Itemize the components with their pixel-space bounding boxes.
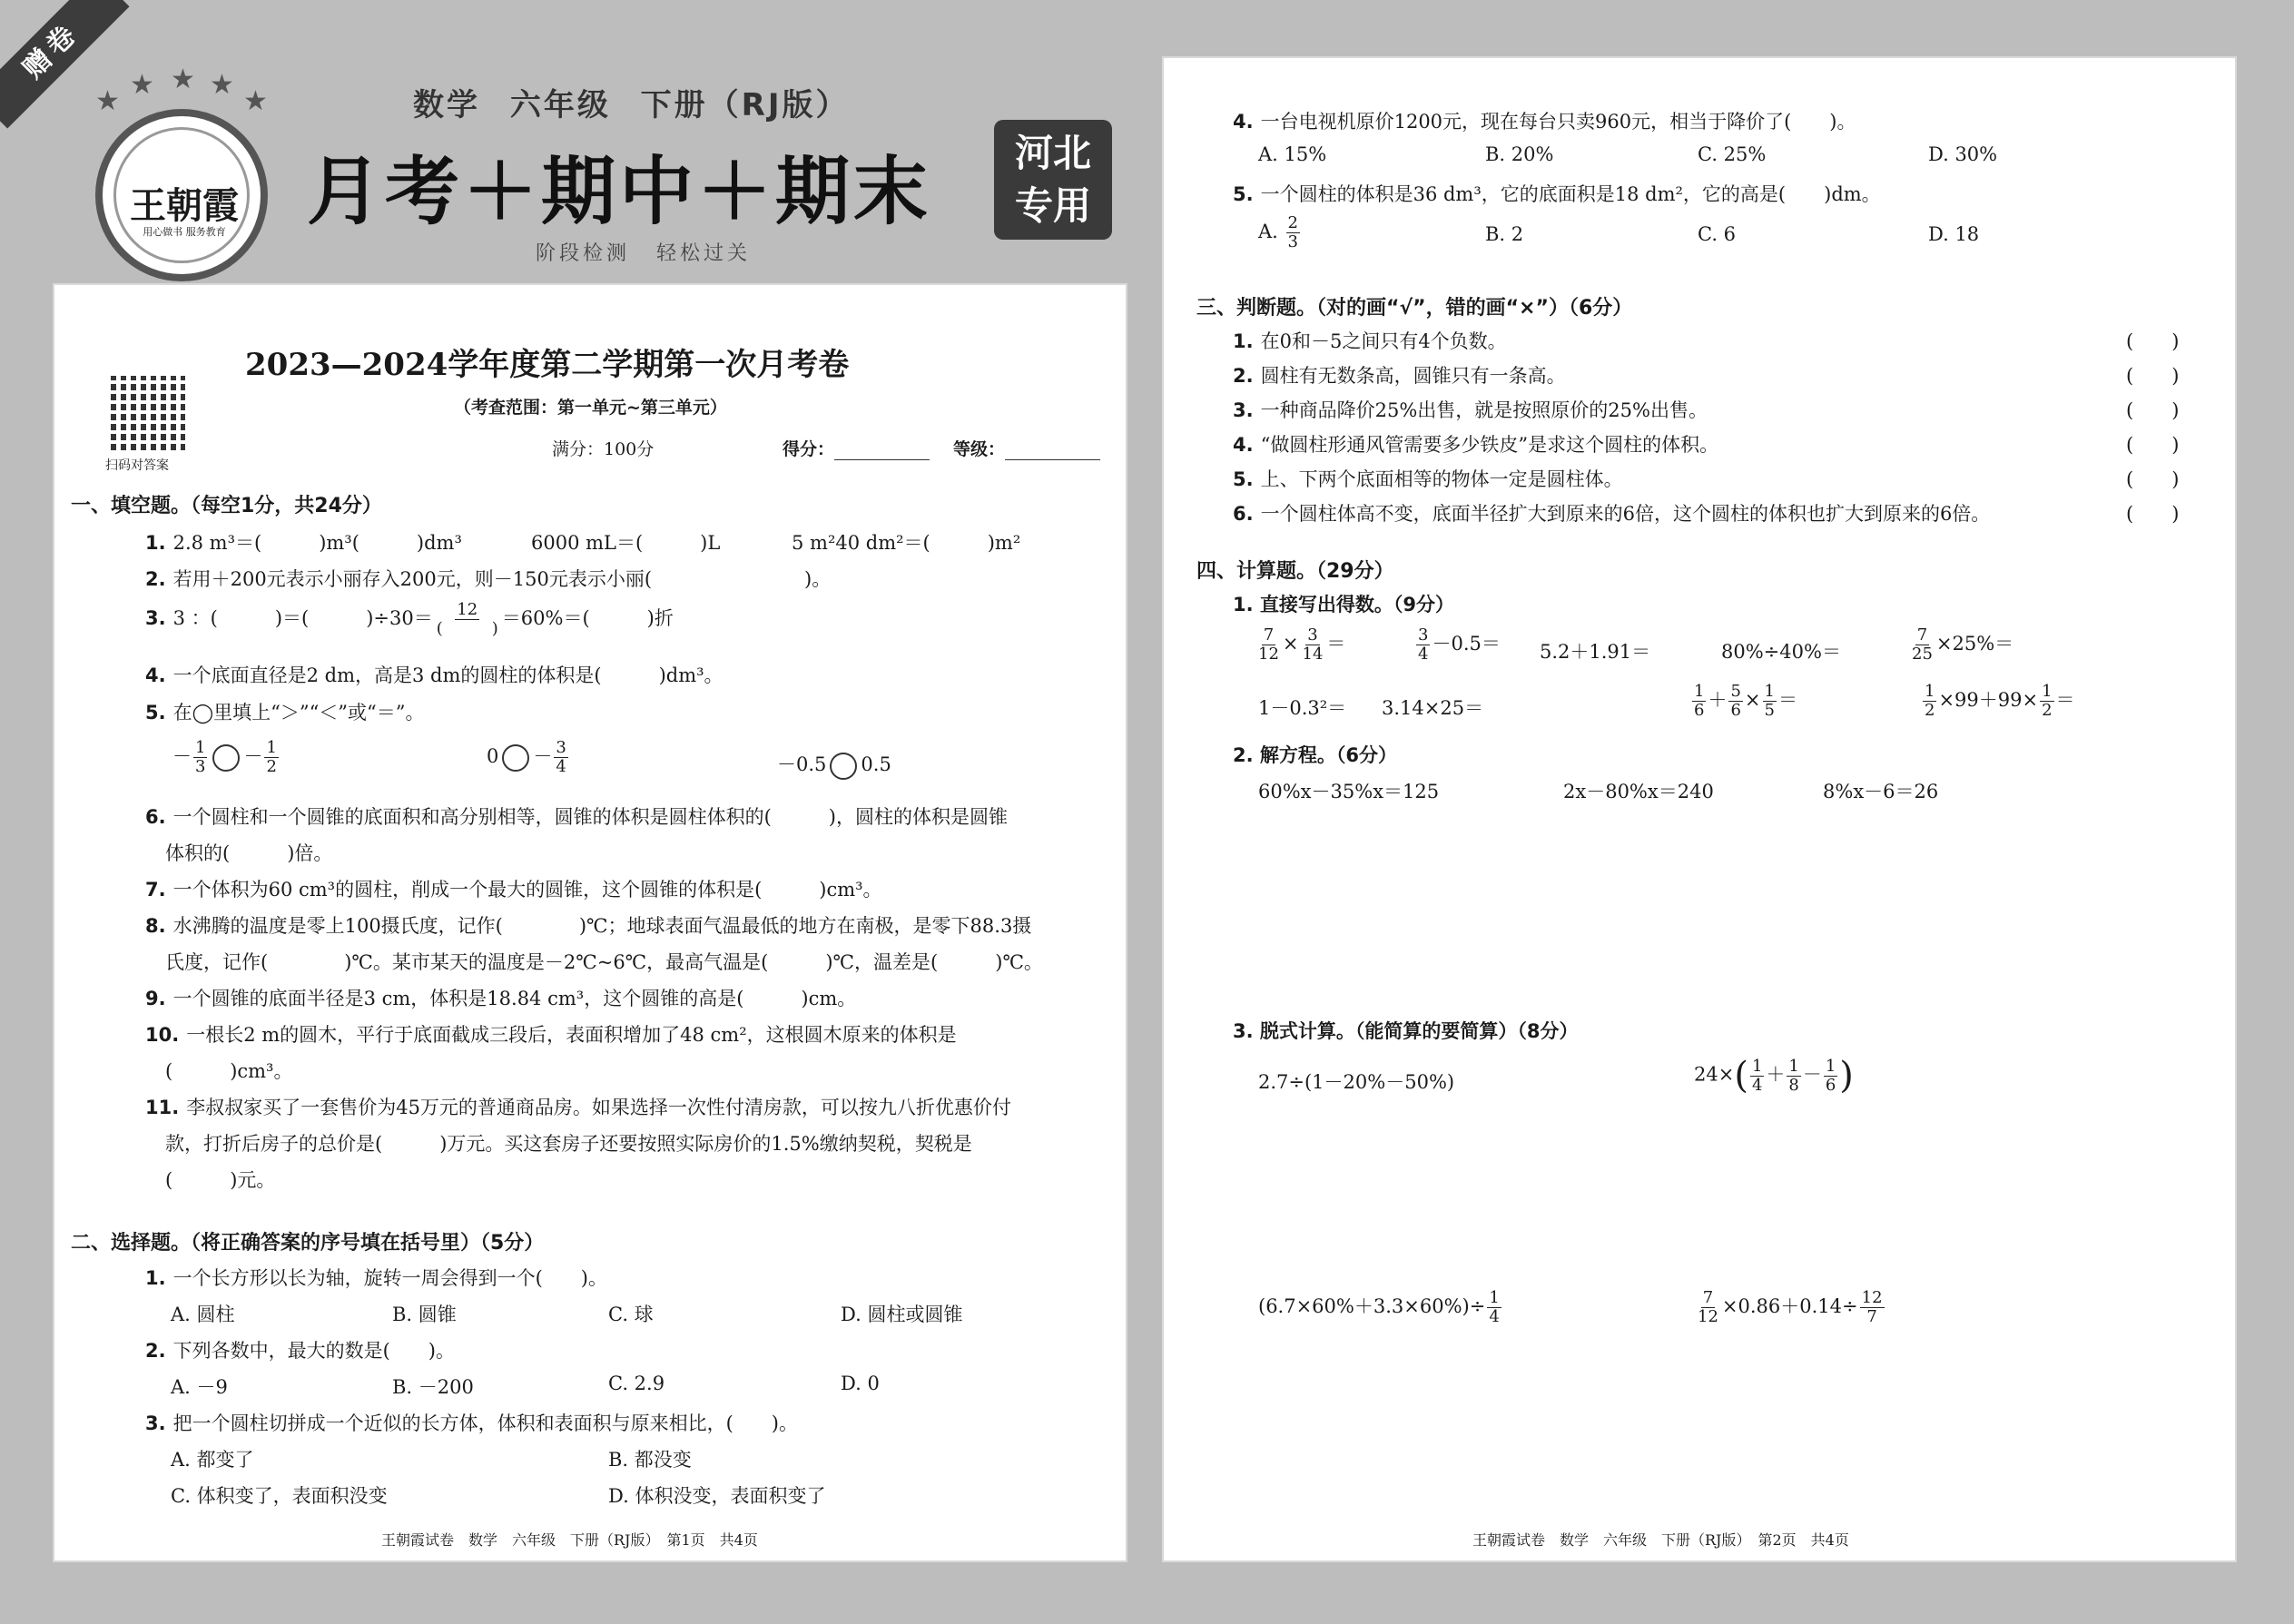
- exam-scope: （考查范围：第一单元~第三单元）: [454, 398, 727, 418]
- publisher-logo: [95, 64, 268, 281]
- question-7: 7. 一个体积为60 cm³的圆柱，削成一个最大的圆锥，这个圆锥的体积是( )cm³。: [145, 879, 882, 901]
- star-icon: ★: [210, 69, 234, 101]
- choice-option[interactable]: B. －200: [392, 1376, 474, 1398]
- question-2: 2. 若用＋200元表示小丽存入200元，则－150元表示小丽( )。: [145, 568, 832, 590]
- judge-item: 4. “做圆柱形通风管需要多少铁皮”是求这个圆柱的体积。: [1233, 434, 1719, 456]
- series-title: 月考＋期中＋期末: [307, 149, 932, 235]
- choice-option[interactable]: A. －9: [171, 1376, 228, 1398]
- judge-item: 1. 在0和－5之间只有4个负数。: [1233, 330, 1507, 352]
- oral-calc: 80%÷40%＝: [1721, 641, 1841, 663]
- left-page: 2023—2024学年度第二学期第一次月考卷 扫码对答案 （考查范围：第一单元~第三单元） 满分：100分 得分： 等级： 一、填空题。（每空1分，共24分） 1. 2.8 m³＝( )m³( )dm³ 6000 mL＝( )L 5 m²40 dm²＝( )m² 2. 若用＋200元表示小丽存入200元，则－150元表示小丽( )。 3. 3 ：( )＝( )÷30＝ $\frac{12}{( )}$ ＝60%＝( )折 4. 一个底面直径是2 dm，高是3 dm的圆柱的体积是( )dm³。 5. 在◯里填上“＞”“＜”或“＝”。 － $\frac{1}{3}$ － $\frac{1}{2}$ 0 － $\frac{3}{4}$ －0.5 0.5 6. 一个圆柱和一个圆锥的底面积和高分别相等，圆锥的体积是圆柱体积的( )，圆柱的体积是圆锥 体积的( )倍。 7. 一个体积为60 cm³的圆柱，削成一个最大的圆锥，这个圆锥的体积是( )cm³。 8. 水沸腾的温度是零上100摄氏度，记作( )℃；地球表面气温最低的地方在南极，是零下88.3摄 氏度，记作( )℃。某市某天的温度是－2℃~6℃，最高气温是( )℃，温差是( )℃。 9. 一个圆锥的底面半径是3 cm，体积是18.84 cm³，这个圆锥的高是( )cm。 10. 一根长2 m的圆木，平行于底面截成三段后，表面积增加了48 cm²，这根圆木原来的体积是 ( )cm³。 11. 李叔叔家买了一套售价为45万元的普通商品房。如果选择一次性付清房款，可以按九八折优惠价付 款，打折后房子的总价是( )万元。买这套房子还要按照实际房价的1.5%缴纳契税，契税是 ( )元。 二、选择题。（将正确答案的序号填在括号里）（5分） 1. 一个长方形以长为轴，旋转一周会得到一个( )。 A. 圆柱 B. 圆锥 C. 球 D. 圆柱或圆锥 2. 下列各数中，最大的数是( )。 A. －9 B. －200 C. 2.9 D. 0 3. 把一个圆柱切拼成一个近似的长方体，体积和表面积与原来相比，( )。 A. 都变了 B. 都没变 C. 体积变了，表面积没变 D. 体积没变，表面积变了 王朝霞试卷 数学 六年级 下册（RJ版） 第1页 共4页: [53, 283, 1127, 1562]
- judge-bracket[interactable]: ( ): [2126, 503, 2180, 525]
- compare-2: 0 － $\frac{3}{4}$: [487, 738, 566, 776]
- question-5: 5. 在◯里填上“＞”“＜”或“＝”。: [145, 702, 425, 723]
- choice-option[interactable]: D. 30%: [1928, 143, 1998, 165]
- equation: 8%x－6＝26: [1823, 781, 1939, 802]
- choice-option[interactable]: B. 圆锥: [392, 1304, 457, 1325]
- choice-question-3: 3. 把一个圆柱切拼成一个近似的长方体，体积和表面积与原来相比，( )。: [145, 1412, 798, 1434]
- choice-option[interactable]: B. 20%: [1485, 143, 1554, 165]
- star-icon: ★: [243, 85, 268, 117]
- compare-circle[interactable]: [502, 744, 529, 772]
- question-8: 8. 水沸腾的温度是零上100摄氏度，记作( )℃；地球表面气温最低的地方在南极，是零下88.3摄: [145, 915, 1032, 937]
- choice-option[interactable]: D. 圆柱或圆锥: [841, 1304, 963, 1325]
- choice-option[interactable]: D. 体积没变，表面积变了: [608, 1485, 826, 1507]
- compare-1: － $\frac{1}{3}$ － $\frac{1}{2}$: [172, 738, 277, 776]
- judge-item: 6. 一个圆柱体高不变，底面半径扩大到原来的6倍，这个圆柱的体积也扩大到原来的6倍。: [1233, 503, 1991, 525]
- judge-item: 3. 一种商品降价25%出售，就是按照原价的25%出售。: [1233, 399, 1708, 421]
- star-icon: ★: [130, 69, 154, 101]
- choice-option[interactable]: D. 18: [1928, 223, 1980, 245]
- choice-option[interactable]: A. 15%: [1258, 143, 1327, 165]
- calc-part-3-title: 3. 脱式计算。（能简算的要简算）（8分）: [1233, 1020, 1579, 1042]
- grade-field[interactable]: 等级：: [953, 436, 1100, 460]
- right-page: [1162, 56, 2237, 1562]
- question-1b: 6000 mL＝( )L: [531, 532, 721, 554]
- equation: 2x－80%x＝240: [1563, 781, 1714, 802]
- choice-option[interactable]: A. $\frac{2}{3}$: [1258, 213, 1298, 251]
- page-footer: 王朝霞试卷 数学 六年级 下册（RJ版） 第2页 共4页: [1472, 1531, 1849, 1549]
- judge-bracket[interactable]: ( ): [2126, 330, 2180, 352]
- header-banner: [0, 0, 1153, 281]
- choice-option[interactable]: A. 圆柱: [171, 1304, 235, 1325]
- oral-calc: 1－0.3²＝: [1258, 697, 1347, 719]
- judge-bracket[interactable]: ( ): [2126, 434, 2180, 456]
- question-4: 4. 一个底面直径是2 dm，高是3 dm的圆柱的体积是( )dm³。: [145, 664, 724, 686]
- choice-question-2: 2. 下列各数中，最大的数是( )。: [145, 1340, 455, 1362]
- oral-calc: $\frac{3}{4}$ －0.5＝: [1418, 625, 1501, 664]
- page-footer: 王朝霞试卷 数学 六年级 下册（RJ版） 第1页 共4页: [381, 1531, 758, 1549]
- step-calc: $\frac{7}{12}$ ×0.86＋0.14÷ $\frac{12}{7}$: [1698, 1288, 1883, 1326]
- judge-bracket[interactable]: ( ): [2126, 399, 2180, 421]
- choice-option[interactable]: B. 都没变: [608, 1449, 692, 1471]
- choice-option[interactable]: C. 体积变了，表面积没变: [171, 1485, 388, 1507]
- question-10: 10. 一根长2 m的圆木，平行于底面截成三段后，表面积增加了48 cm²，这根圆木原来的体积是: [145, 1024, 957, 1046]
- judge-bracket[interactable]: ( ): [2126, 365, 2180, 387]
- calc-part-1-title: 1. 直接写出得数。（9分）: [1233, 594, 1455, 615]
- full-score: 满分：100分: [552, 439, 655, 459]
- star-icon: ★: [171, 64, 195, 95]
- region-badge: 河北 专用: [994, 120, 1112, 240]
- step-calc: (6.7×60%＋3.3×60%)÷ $\frac{1}{4}$: [1258, 1288, 1500, 1326]
- logo-slogan: 用心做书 服务教育: [143, 226, 226, 238]
- qr-caption: 扫码对答案: [105, 458, 169, 473]
- compare-3: －0.5 0.5: [777, 750, 891, 780]
- exam-title: 2023—2024学年度第二学期第一次月考卷: [245, 347, 850, 383]
- choice-option[interactable]: C. 球: [608, 1304, 654, 1325]
- question-6: 6. 一个圆柱和一个圆锥的底面积和高分别相等，圆锥的体积是圆柱体积的( )，圆柱的体积是圆锥: [145, 806, 1008, 828]
- choice-option[interactable]: A. 都变了: [171, 1449, 254, 1471]
- judge-item: 5. 上、下两个底面相等的物体一定是圆柱体。: [1233, 468, 1623, 490]
- corner-tag: 赠卷: [0, 0, 130, 129]
- question-3: 3. 3 ：( )＝( )÷30＝ $\frac{12}{( )}$ ＝60%＝( )折: [145, 600, 674, 638]
- compare-circle[interactable]: [830, 753, 857, 780]
- step-calc: 24×( $\frac{1}{4}$ ＋ $\frac{1}{8}$ － $\frac{1}{6}$ ): [1694, 1055, 1854, 1097]
- choice-option[interactable]: D. 0: [841, 1373, 880, 1394]
- choice-question-4: 4. 一台电视机原价1200元，现在每台只卖960元，相当于降价了( )。: [1233, 111, 1856, 133]
- subject-line: 数学 六年级 下册（RJ版）: [413, 87, 850, 123]
- section-fill-blank-title: 一、填空题。（每空1分，共24分）: [71, 495, 382, 517]
- oral-calc: $\frac{1}{2}$ ×99＋99× $\frac{1}{2}$ ＝: [1925, 682, 2075, 720]
- equation: 60%x－35%x＝125: [1258, 781, 1440, 802]
- oral-calc: $\frac{1}{6}$ ＋ $\frac{5}{6}$ × $\frac{1}{5}$ ＝: [1694, 682, 1797, 720]
- choice-option[interactable]: C. 25%: [1698, 143, 1767, 165]
- compare-circle[interactable]: [212, 744, 240, 772]
- choice-option[interactable]: C. 6: [1698, 223, 1737, 245]
- qr-code: [111, 376, 185, 450]
- score-field[interactable]: 得分：: [783, 436, 930, 460]
- step-calc: 2.7÷(1－20%－50%): [1258, 1071, 1455, 1093]
- question-11: 11. 李叔叔家买了一套售价为45万元的普通商品房。如果选择一次性付清房款，可以按九八折优惠价付: [145, 1097, 1011, 1118]
- question-9: 9. 一个圆锥的底面半径是3 cm，体积是18.84 cm³，这个圆锥的高是( )cm。: [145, 988, 857, 1009]
- choice-option[interactable]: B. 2: [1485, 223, 1524, 245]
- section-judge-title: 三、判断题。（对的画“√”，错的画“×”）（6分）: [1196, 297, 1633, 320]
- stage-slogan: 阶段检测 轻松过关: [536, 242, 751, 265]
- section-calc-title: 四、计算题。（29分）: [1196, 560, 1394, 583]
- logo-text: 王朝霞: [130, 184, 239, 227]
- section-choice-title: 二、选择题。（将正确答案的序号填在括号里）（5分）: [71, 1232, 545, 1255]
- question-1: 1. 2.8 m³＝( )m³( )dm³: [145, 532, 462, 554]
- choice-option[interactable]: C. 2.9: [608, 1373, 665, 1394]
- star-icon: ★: [95, 85, 120, 117]
- judge-item: 2. 圆柱有无数条高，圆锥只有一条高。: [1233, 365, 1566, 387]
- oral-calc: $\frac{7}{12}$ × $\frac{3}{14}$ ＝: [1258, 625, 1346, 664]
- choice-question-5: 5. 一个圆柱的体积是36 dm³，它的底面积是18 dm²，它的高是( )dm。: [1233, 183, 1881, 205]
- question-1c: 5 m²40 dm²＝( )m²: [792, 532, 1021, 554]
- oral-calc: 5.2＋1.91＝: [1540, 641, 1651, 663]
- calc-part-2-title: 2. 解方程。（6分）: [1233, 744, 1398, 766]
- oral-calc: 3.14×25＝: [1382, 697, 1484, 719]
- choice-question-1: 1. 一个长方形以长为轴，旋转一周会得到一个( )。: [145, 1267, 607, 1289]
- judge-bracket[interactable]: ( ): [2126, 468, 2180, 490]
- oral-calc: $\frac{7}{25}$ ×25%＝: [1912, 625, 2014, 664]
